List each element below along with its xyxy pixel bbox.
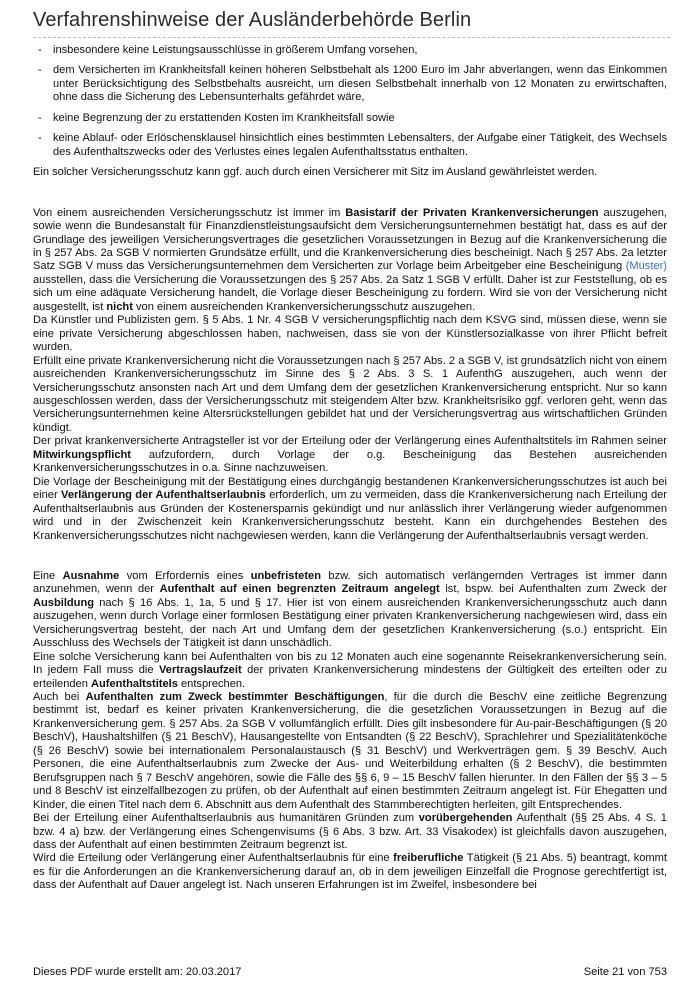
paragraph: Die Vorlage der Bescheinigung mit der Bestätigung eines durchgängig bestandenen Krankenversicherungsschutzes ist auch bei einer Verlängerung der Aufenthaltserlaubnis erforderlich, um zu vermeiden, dass die Krankenversicherung nach Erteilung der Aufenthaltserlaubnis aus Gründen der Kostenersparnis gekündigt und nur anlässlich ihrer Verlängerung wieder aufgenommen wird und in der Zwischenzeit kein Krankenversicherungsschutz besteht. Kann ein durchgehendes Bestehen des Krankenversicherungsschutzes nicht nachgewiesen werden, kann die Verlängerung der Aufenthaltserlaubnis versagt werden. — [33, 475, 667, 542]
title-divider — [33, 37, 670, 38]
paragraph-ausland: Ein solcher Versicherungsschutz kann ggf. auch durch einen Versicherer mit Sitz im Ausland gewährleistet werden. — [33, 166, 598, 179]
muster-link[interactable]: (Muster) — [625, 260, 667, 273]
paragraph: Wird die Erteilung oder Verlängerung einer Aufenthaltserlaubnis für eine freiberufliche Tätigkeit (§ 21 Abs. 5) beantragt, kommt es für die Anforderungen an die Krankenversicherung darauf an, ob in dem jeweiligen Einzelfall die Prognose gerechtfertigt ist, dass der Aufenthalt auf Dauer angelegt ist. Nach unseren Erfahrungen ist im Zweifel, insbesondere bei — [33, 852, 667, 892]
list-item: - keine Begrenzung der zu erstattenden Kosten im Krankheitsfall sowie — [33, 112, 667, 125]
section-basistarif — [33, 207, 667, 543]
requirements-list — [33, 44, 667, 159]
list-item: - keine Ablauf- oder Erlöschensklausel hinsichtlich eines bestimmten Lebensalters, der Aufgabe einer Tätigkeit, des Wechsels des Aufenthaltszwecks oder des Verlustes eines legalen Aufenthaltsstatus enthalten. — [33, 132, 667, 159]
document-body — [33, 44, 667, 893]
footer-page-number: Seite 21 von 753 — [583, 966, 667, 978]
paragraph: Eine Ausnahme vom Erfordernis eines unbefristeten bzw. sich automatisch verlängernden Vertrages ist immer dann anzunehmen, wenn der Aufenthalt auf einen begrenzten Zeitraum angelegt ist, bspw. bei Aufenthalten zum Zweck der Ausbildung nach § 16 Abs. 1, 1a, 5 und § 17. Hier ist von einem ausreichenden Krankenversicherungsschutz auch dann auszugehen, wenn durch Vorlage einer formlosen Bestätigung einer privaten Krankenversicherung nachgewiesen wird, dass ein Versicherungsvertrag besteht, der nach Art und Umfang dem der gesetzlichen Krankenversicherung (s.o.) entspricht. Ein Ausschluss des Wechsels der Tätigkeit ist dann unschädlich. — [33, 569, 668, 650]
paragraph: Eine solche Versicherung kann bei Aufenthalten von bis zu 12 Monaten auch eine sogenannte Reisekrankenversicherung sein. In jedem Fall muss die Vertragslaufzeit der privaten Krankenversicherung mindestens der Gültigkeit des erteilten oder zu erteilenden Aufenthaltstitels entsprechen. — [33, 650, 667, 690]
list-item: - insbesondere keine Leistungsausschlüsse in größerem Umfang vorsehen, — [33, 44, 667, 57]
paragraph: Auch bei Aufenthalten zum Zweck bestimmter Beschäftigungen, für die durch die BeschV eine zeitliche Begrenzung bestimmt ist, bedarf es keiner privaten Krankenversicherung, die die gesetzlichen Voraussetzungen in Bezug auf die Krankenversicherung gem. § 257 Abs. 2a SGB V vollumfänglich erfüllt. Dies gilt insbesondere für Au-pair-Beschäftigungen (§ 20 BeschV), Haushaltshilfen (§ 21 BeschV), Hausangestellte von Entsandten (§ 22 BeschV), Sprachlehrer und Spezialitätenköche (§ 26 BeschV) sowie bei internationalem Personalaustausch (§ 31 BeschV) und Werkverträgen gem. § 39 BeschV. Auch Personen, die eine Aufenthaltserlaubnis zum Zwecke der Aus- und Weiterbildung erhalten (§ 2 BeschV), die bestimmten Berufsgruppen nach § 7 BeschV angehören, sowie die Fälle des §§ 6, 9 – 15 BeschV fallen hierunter. In den Fällen der §§ 3 – 5 und 8 BeschV ist einzelfallbezogen zu prüfen, ob der Aufenthalt auf einen bestimmten Zeitraum angelegt ist. Für Ehegatten und Kinder, die einen Titel nach dem 6. Abschnitt aus dem Aufenthalt des Stammberechtigten herleiten, gilt Entsprechendes. — [33, 691, 667, 811]
paragraph: Erfüllt eine private Krankenversicherung nicht die Voraussetzungen nach § 257 Abs. 2 a SGB V, ist grundsätzlich nicht von einem ausreichenden Krankenversicherungsschutz im Sinne des § 2 Abs. 3 S. 1 AufenthG auszugehen, auch wenn der Versicherungsschutz ansonsten nach Art und dem Umfang dem der gesetzlichen Krankenversicherung entspricht. Nur so kann ausgeschlossen werden, dass der Versicherungsschutz mit steigendem Alter bzw. Krankheitsrisiko ggf. verloren geht, wenn das Versicherungsunternehmen keine Altersrückstellungen gebildet hat und der Versicherungsvertrag aus wirtschaftlichen Gründen kündigt. — [33, 354, 667, 434]
footer-created-date: Dieses PDF wurde erstellt am: 20.03.2017 — [33, 966, 242, 978]
paragraph: Da Künstler und Publizisten gem. § 5 Abs. 1 Nr. 4 SGB V versicherungspflichtig nach dem KSVG sind, müssen diese, wenn sie eine private Versicherung abgeschlossen haben, nachweisen, dass sie von der Künstlersozialkasse von ihrer Pflicht befreit wurden. — [33, 314, 667, 354]
paragraph: Bei der Erteilung einer Aufenthaltserlaubnis aus humanitären Gründen zum vorübergehenden Aufenthalt (§§ 25 Abs. 4 S. 1 bzw. 4 a) bzw. der Verlängerung eines Schengenvisums (§ 6 Abs. 3 bzw. Art. 33 Visakodex) ist gleichfalls davon auszugehen, dass der Aufenthalt auf einen bestimmten Zeitraum begrenzt ist. — [33, 812, 667, 852]
paragraph: Der privat krankenversicherte Antragsteller ist vor der Erteilung oder der Verlängerung eines Aufenthaltstitels im Rahmen seiner Mitwirkungspflicht aufzufordern, durch Vorlage der o.g. Bescheinigung das Bestehen ausreichenden Krankenversicherungsschutzes in o.a. Sinne nachzuweisen. — [33, 435, 667, 475]
page-title: Verfahrenshinweise der Ausländerbehörde Berlin — [33, 9, 472, 31]
paragraph: Von einem ausreichenden Versicherungsschutz ist immer im Basistarif der Privaten Krankenversicherungen auszugehen, sowie wenn die Bundesanstalt für Finanzdienstleistungsaufsicht dem Versicherungsunternehmen bestätigt hat, dass es auf der Grundlage des jeweiligen Versicherungsvertrages die gesetzlichen Voraussetzungen in Bezug auf die Krankenversicherung die in § 257 Abs. 2a SGB V normierten Grundsätze erfüllt, und die Krankenversicherung dies bescheinigt. Nach § 257 Abs. 2a letzter Satz SGB V muss das Versicherungsunternehmen dem Versicherten zur Vorlage beim Arbeitgeber eine Bescheinigung (Muster) ausstellen, dass die Versicherung die Voraussetzungen des § 257 Abs. 2a Satz 1 SGB V erfüllt. Daher ist zur Feststellung, ob es sich um eine adäquate Versicherung handelt, die Vorlage dieser Bescheinigung zu fordern. Wird sie von der Versicherung nicht ausgestellt, ist nicht von einem ausreichenden Krankenversicherungsschutz auszugehen. — [33, 206, 667, 313]
section-ausnahme — [33, 570, 667, 893]
list-item: - dem Versicherten im Krankheitsfall keinen höheren Selbstbehalt als 1200 Euro im Jahr abverlangen, wenn das Einkommen unter Berücksichtigung des Selbstbehalts ausreicht, um diesen Selbstbehalt innerhalb von 12 Monaten zu erwirtschaften, ohne dass die Sicherung des Lebensunterhalts gefährdet wäre, — [33, 64, 667, 104]
